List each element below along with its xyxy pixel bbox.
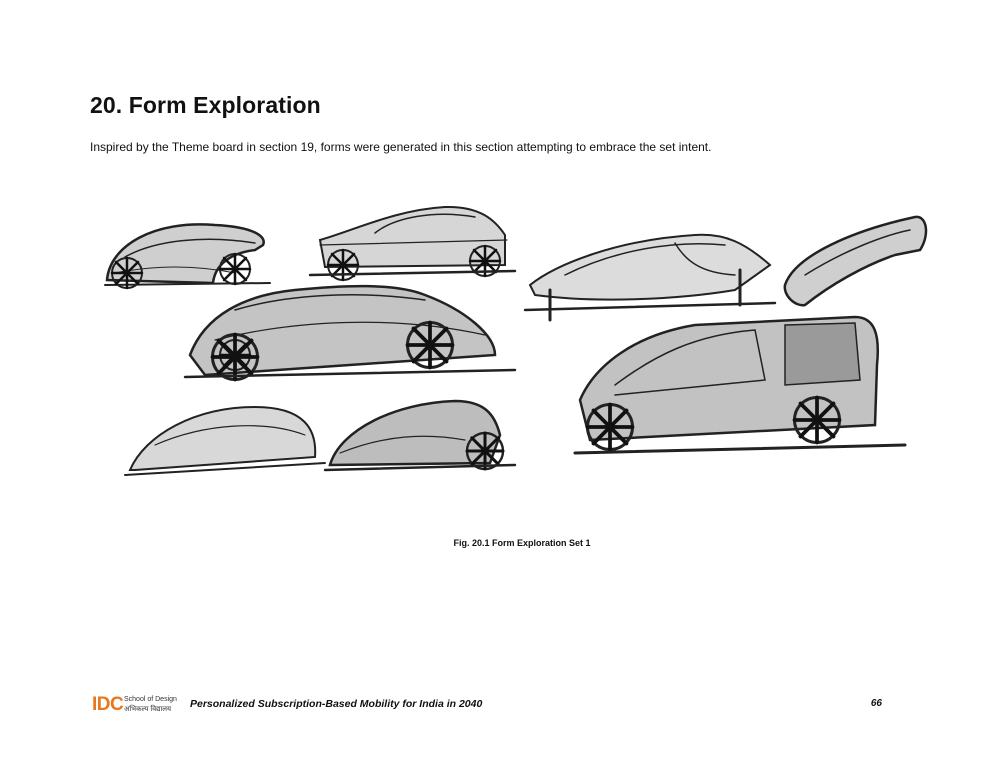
capsule-sketch xyxy=(785,217,926,305)
small-pod-sketch xyxy=(325,401,515,470)
page-footer xyxy=(92,693,882,717)
low-sedan-sketch xyxy=(310,207,515,280)
logo-text: School of Design xyxy=(124,696,177,703)
idc-logo xyxy=(92,693,192,717)
boxy-van-sketch xyxy=(575,317,905,453)
logo-mark: IDC xyxy=(92,694,124,715)
teardrop-pod-sketch xyxy=(125,407,325,475)
figure-caption: Fig. 20.1 Form Exploration Set 1 xyxy=(453,538,591,548)
form-exploration-figure xyxy=(95,195,935,485)
sketch-sheet xyxy=(95,195,935,485)
report-title: Personalized Subscription-Based Mobility for India in 2040 xyxy=(190,698,483,710)
logo-text-hindi: अभिकल्प विद्यालय xyxy=(124,706,172,713)
hatchback-sketch xyxy=(185,286,515,379)
page-number: 66 xyxy=(870,698,882,709)
open-canopy-sketch xyxy=(525,235,775,320)
compact-pod-sketch xyxy=(105,224,270,288)
intro-paragraph: Inspired by the Theme board in section 19, forms were generated in this section attempting to embrace the set intent. xyxy=(90,140,712,154)
page-title: 20. Form Exploration xyxy=(90,92,321,118)
